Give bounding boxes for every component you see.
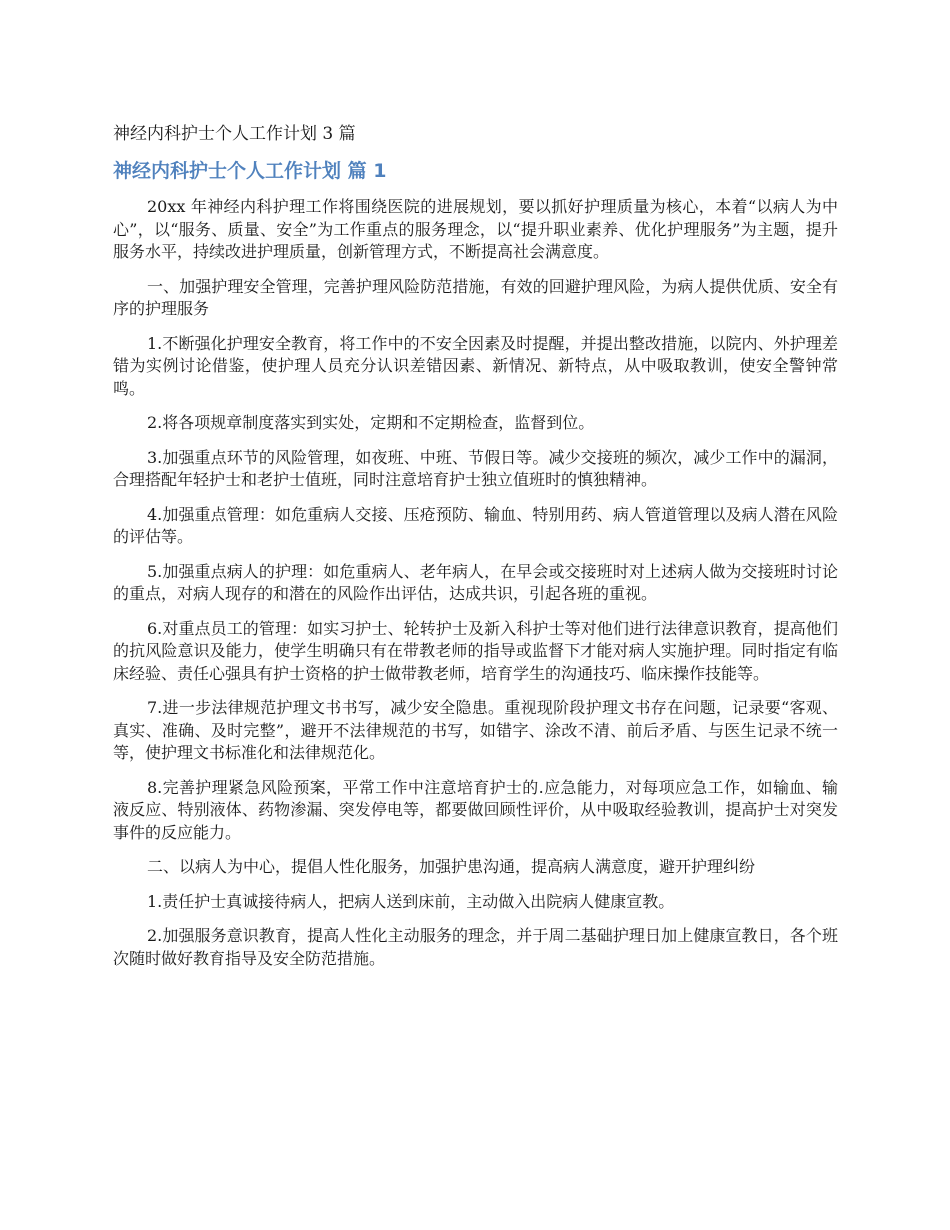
list-item: 3.加强重点环节的风险管理，如夜班、中班、节假日等。减少交接班的频次，减少工作中的漏洞，合理搭配年轻护士和老护士值班，同时注意培育护士独立值班时的慎独精神。 xyxy=(113,447,838,489)
list-item: 6.对重点员工的管理：如实习护士、轮转护士及新入科护士等对他们进行法律意识教育，提高他们的抗风险意识及能力，使学生明确只有在带教老师的指导或监督下才能对病人实施护理。同时指定有临床经验、责任心强具有护士资格的护士做带教老师，培育学生的沟通技巧、临床操作技能等。 xyxy=(113,618,838,683)
list-item: 1.不断强化护理安全教育，将工作中的不安全因素及时提醒，并提出整改措施，以院内、外护理差错为实例讨论借鉴，使护理人员充分认识差错因素、新情况、新特点，从中吸取教训，使安全警钟常鸣。 xyxy=(113,333,838,398)
section-two-heading: 二、以病人为中心，提倡人性化服务，加强护患沟通，提高病人满意度，避开护理纠纷 xyxy=(147,857,756,876)
list-item: 2.加强服务意识教育，提高人性化主动服务的理念，并于周二基础护理日加上健康宣教日，各个班次随时做好教育指导及安全防范措施。 xyxy=(113,926,838,968)
list-item: 7.进一步法律规范护理文书书写，减少安全隐患。重视现阶段护理文书存在问题，记录要“客观、真实、准确、及时完整”，避开不法律规范的书写，如错字、涂改不清、前后矛盾、与医生记录不统一等，使护理文书标准化和法律规范化。 xyxy=(113,698,838,762)
list-item: 5.加强重点病人的护理：如危重病人、老年病人，在早会或交接班时对上述病人做为交接班时讨论的重点，对病人现存的和潜在的风险作出评估，达成共识，引起各班的重视。 xyxy=(113,561,838,603)
list-item: 4.加强重点管理：如危重病人交接、压疮预防、输血、特别用药、病人管道管理以及病人潜在风险的评估等。 xyxy=(113,504,838,546)
section-one-heading: 一、加强护理安全管理，完善护理风险防范措施，有效的回避护理风险，为病人提供优质、安全有序的护理服务 xyxy=(113,276,838,318)
document-title: 神经内科护士个人工作计划 3 篇 xyxy=(113,124,356,144)
section-heading: 神经内科护士个人工作计划 篇 1 xyxy=(113,160,387,182)
intro-paragraph: 20xx 年神经内科护理工作将围绕医院的进展规划，要以抓好护理质量为核心，本着“以病人为中心”，以“服务、质量、安全”为工作重点的服务理念，以“提升职业素养、优化护理服务”为主题，提升服务水平，持续改进护理质量，创新管理方式，不断提高社会满意度。 xyxy=(113,197,838,261)
list-item: 2.将各项规章制度落实到实处，定期和不定期检查，监督到位。 xyxy=(147,413,595,432)
list-item: 8.完善护理紧急风险预案，平常工作中注意培育护士的.应急能力，对每项应急工作，如输血、输液反应、特别液体、药物渗漏、突发停电等，都要做回顾性评价，从中吸取经验教训，提高护士对突发事件的反应能力。 xyxy=(113,777,838,842)
document-page xyxy=(113,120,838,982)
list-item: 1.责任护士真诚接待病人，把病人送到床前，主动做入出院病人健康宣教。 xyxy=(147,891,675,911)
